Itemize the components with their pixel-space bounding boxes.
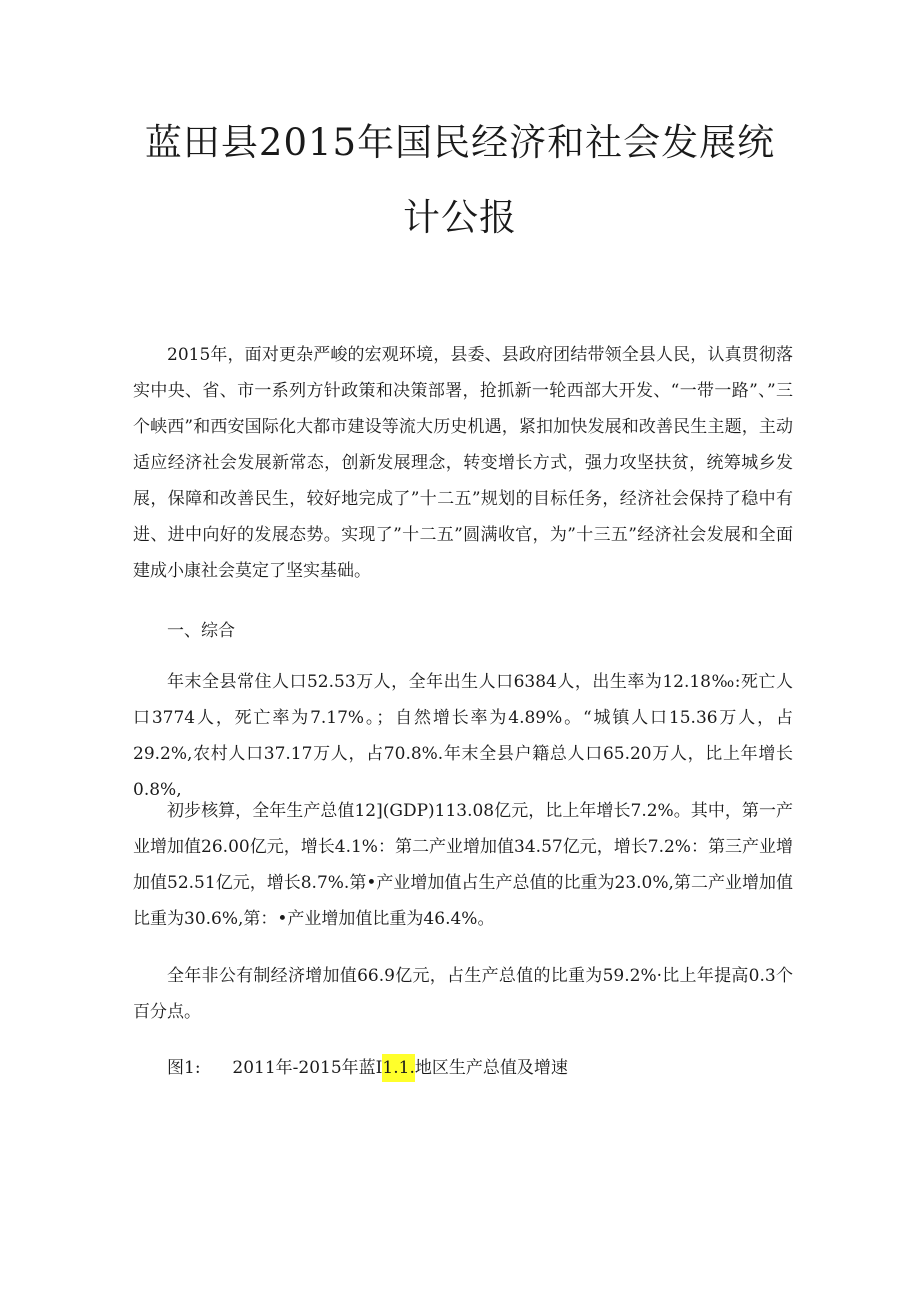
highlighted-text: 1.1.: [382, 1054, 414, 1082]
population-paragraph: 年末全县常住人口52.53万人，全年出生人口6384人，出生率为12.18‰:死亡人口3774人，死亡率为7.17%。；自然增长率为4.89%。“城镇人口15.36万人，占29.2%,农村人口37.17万人，占70.8%.年末全县户籍总人口65.20万人，比上年增长0.8%,: [133, 672, 793, 800]
non-public-economy-paragraph: 全年非公有制经济增加值66.9亿元，占生产总值的比重为59.2%·比上年提高0.3个百分点。: [133, 966, 793, 1022]
gdp-paragraph: 初步核算，全年生产总值12](GDP)113.08亿元，比上年增长7.2%。其中，第一产业增加值26.00亿元，增长4.1%：第二产业增加值34.57亿元，增长7.2%：第三产业增加值52.51亿元，增长8.7%.第•产业增加值占生产总值的比重为23.0%,第二产业增加值比重为30.6%,第：•产业增加值比重为46.4%。: [133, 801, 793, 929]
document-title-line-1: 蓝田县2015年国民经济和社会发展统: [144, 121, 776, 164]
figure-label: 图1:: [167, 1058, 201, 1078]
figure-caption: [167, 1050, 568, 1086]
figure-caption-text-before: 2011年-2015年蓝I: [232, 1058, 383, 1078]
intro-paragraph: 2015年，面对更杂严峻的宏观环境，县委、县政府团结带领全县人民，认真贯彻落实中央、省、市一系列方针政策和决策部署，抢抓新一轮西部大开发、“一带一路”、”三个峡西”和西安国际化大都市建设等流大历史机遇，紧扣加快发展和改善民生主题，主动适应经济社会发展新常态，创新发展理念，转变增长方式，强力攻坚扶贫，统筹城乡发展，保障和改善民生，较好地完成了”十二五”规划的目标任务，经济社会保持了稳中有进、进中向好的发展态势。实现了”十二五”圆满收官，为”十三五”经济社会发展和全面建成小康社会莫定了坚实基础。: [133, 345, 793, 581]
document-title-line-2: 计公报: [403, 196, 517, 239]
section-heading-comprehensive: 一、综合: [167, 621, 235, 641]
figure-caption-text-after: 地区生产总值及增速: [414, 1058, 568, 1078]
